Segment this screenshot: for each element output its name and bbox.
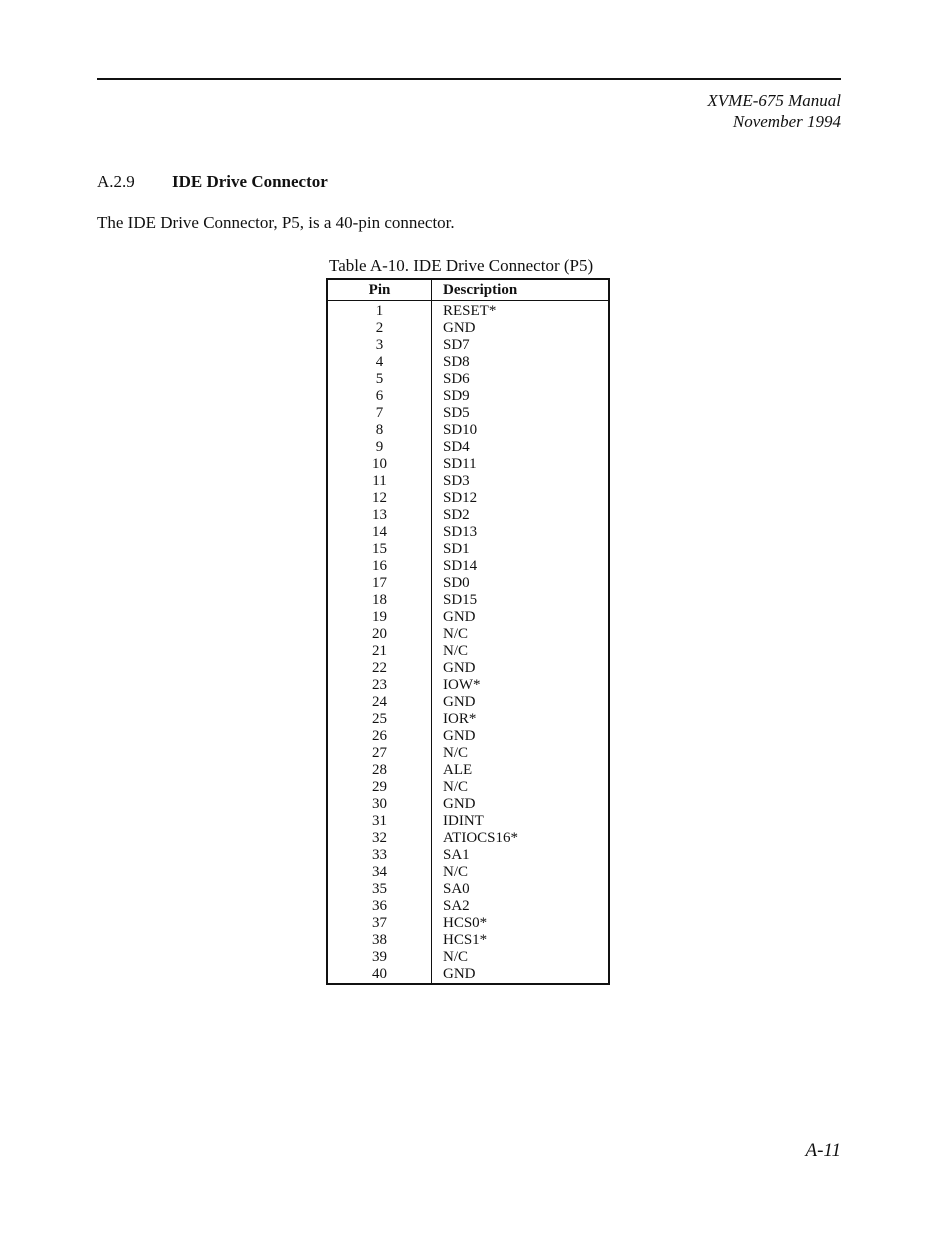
table-row	[327, 830, 609, 847]
pin-description-cell: SD3	[443, 473, 470, 489]
pin-description-cell: N/C	[443, 949, 469, 965]
pin-number-cell: 10	[327, 456, 432, 473]
table-row	[327, 898, 609, 915]
table-row	[327, 762, 609, 779]
pin-description-cell: GND	[443, 728, 476, 744]
table-row	[327, 660, 609, 677]
pin-number-cell: 24	[327, 694, 432, 711]
table-row	[327, 422, 609, 439]
table-row	[327, 949, 609, 966]
pin-number-cell: 34	[327, 864, 432, 881]
pin-description-cell: ATIOCS16*	[443, 830, 519, 846]
table-row	[327, 796, 609, 813]
table-row	[327, 490, 609, 507]
pin-number-cell: 29	[327, 779, 432, 796]
pin-description-cell: SA1	[443, 847, 470, 863]
pin-number-cell: 8	[327, 422, 432, 439]
pin-number-cell: 39	[327, 949, 432, 966]
table-row	[327, 966, 609, 984]
pin-number-cell: 22	[327, 660, 432, 677]
table-caption: Table A-10. IDE Drive Connector (P5)	[329, 256, 594, 275]
table-row	[327, 456, 609, 473]
table-row	[327, 779, 609, 796]
pin-description-cell: SD13	[443, 524, 478, 540]
table-header-row	[327, 279, 609, 301]
pin-description-cell: GND	[443, 320, 476, 336]
pin-description-cell: SD4	[443, 439, 470, 455]
pin-description-cell: IOW*	[443, 677, 481, 693]
table-row	[327, 575, 609, 592]
pin-number-cell: 12	[327, 490, 432, 507]
table-row	[327, 745, 609, 762]
pin-description-cell: N/C	[443, 643, 469, 659]
table-row	[327, 354, 609, 371]
pin-number-cell: 38	[327, 932, 432, 949]
pin-number-cell: 30	[327, 796, 432, 813]
table-row	[327, 541, 609, 558]
pin-number-cell: 1	[327, 301, 432, 321]
pin-description-cell: N/C	[443, 779, 469, 795]
pin-description-cell: SD2	[443, 507, 470, 523]
pin-number-cell: 13	[327, 507, 432, 524]
table-row	[327, 473, 609, 490]
pin-number-cell: 40	[327, 966, 432, 984]
table-row	[327, 864, 609, 881]
pin-number-cell: 26	[327, 728, 432, 745]
pin-number-cell: 5	[327, 371, 432, 388]
pin-number-cell: 31	[327, 813, 432, 830]
pin-description-cell: ALE	[443, 762, 473, 778]
pin-description-cell: SD15	[443, 592, 478, 608]
pin-description-cell: SD10	[443, 422, 478, 438]
pin-description-cell: RESET*	[443, 303, 497, 319]
pin-description-cell: GND	[443, 609, 476, 625]
pin-description-cell: GND	[443, 694, 476, 710]
pin-number-cell: 9	[327, 439, 432, 456]
table-body	[327, 301, 609, 985]
pin-description-cell: SD11	[443, 456, 477, 472]
pin-description-cell: IDINT	[443, 813, 484, 829]
table-row	[327, 371, 609, 388]
pin-description-cell: GND	[443, 796, 476, 812]
pin-number-cell: 17	[327, 575, 432, 592]
pin-description-cell: N/C	[443, 626, 469, 642]
pin-description-cell: SA0	[443, 881, 470, 897]
pin-number-cell: 21	[327, 643, 432, 660]
pin-description-cell: SD7	[443, 337, 470, 353]
table-row	[327, 592, 609, 609]
page-number: A-11	[805, 1140, 841, 1161]
pin-number-cell: 36	[327, 898, 432, 915]
table-row	[327, 643, 609, 660]
pin-description-cell: N/C	[443, 745, 469, 761]
pin-number-cell: 27	[327, 745, 432, 762]
section-number: A.2.9	[97, 172, 135, 191]
pin-description-cell: SD0	[443, 575, 470, 591]
column-header-pin: Pin	[327, 279, 432, 301]
pin-number-cell: 2	[327, 320, 432, 337]
pin-number-cell: 15	[327, 541, 432, 558]
pin-table	[326, 278, 610, 985]
table-row	[327, 609, 609, 626]
pin-number-cell: 18	[327, 592, 432, 609]
pin-number-cell: 28	[327, 762, 432, 779]
pin-description-cell: SA2	[443, 898, 470, 914]
pin-description-cell: GND	[443, 660, 476, 676]
pin-number-cell: 3	[327, 337, 432, 354]
pin-number-cell: 14	[327, 524, 432, 541]
table-row	[327, 405, 609, 422]
pin-description-cell: SD5	[443, 405, 470, 421]
section-title: IDE Drive Connector	[172, 172, 328, 191]
table-row	[327, 320, 609, 337]
table-row	[327, 915, 609, 932]
table-row	[327, 711, 609, 728]
table-row	[327, 558, 609, 575]
table-row	[327, 507, 609, 524]
running-header	[707, 90, 841, 132]
table-row	[327, 694, 609, 711]
intro-paragraph: The IDE Drive Connector, P5, is a 40-pin connector.	[97, 213, 455, 232]
pin-description-cell: SD8	[443, 354, 470, 370]
pin-number-cell: 11	[327, 473, 432, 490]
pin-number-cell: 37	[327, 915, 432, 932]
table-row	[327, 388, 609, 405]
pin-number-cell: 7	[327, 405, 432, 422]
table-row	[327, 524, 609, 541]
manual-title: XVME-675 Manual	[707, 91, 841, 110]
table-row	[327, 439, 609, 456]
table-row	[327, 337, 609, 354]
pin-number-cell: 35	[327, 881, 432, 898]
table-row	[327, 881, 609, 898]
pin-description-cell: N/C	[443, 864, 469, 880]
pin-description-cell: SD14	[443, 558, 478, 574]
pin-number-cell: 4	[327, 354, 432, 371]
pin-description-cell: SD9	[443, 388, 470, 404]
pin-number-cell: 23	[327, 677, 432, 694]
table-row	[327, 813, 609, 830]
pin-description-cell: SD6	[443, 371, 470, 387]
pin-number-cell: 25	[327, 711, 432, 728]
pin-number-cell: 6	[327, 388, 432, 405]
pin-number-cell: 19	[327, 609, 432, 626]
table-row	[327, 728, 609, 745]
table-row	[327, 626, 609, 643]
publication-date: November 1994	[732, 112, 841, 131]
header-rule	[97, 78, 841, 80]
pin-number-cell: 20	[327, 626, 432, 643]
table-row	[327, 932, 609, 949]
pin-description-cell: HCS1*	[443, 932, 488, 948]
pin-number-cell: 16	[327, 558, 432, 575]
pin-description-cell: SD12	[443, 490, 478, 506]
table-row	[327, 301, 609, 321]
pin-description-cell: SD1	[443, 541, 470, 557]
pin-description-cell: HCS0*	[443, 915, 488, 931]
pin-description-cell: IOR*	[443, 711, 477, 727]
table-row	[327, 847, 609, 864]
pin-description-cell: GND	[443, 966, 476, 982]
section-heading	[97, 172, 328, 192]
table-row	[327, 677, 609, 694]
pin-number-cell: 32	[327, 830, 432, 847]
column-header-description: Description	[432, 279, 610, 301]
pin-number-cell: 33	[327, 847, 432, 864]
